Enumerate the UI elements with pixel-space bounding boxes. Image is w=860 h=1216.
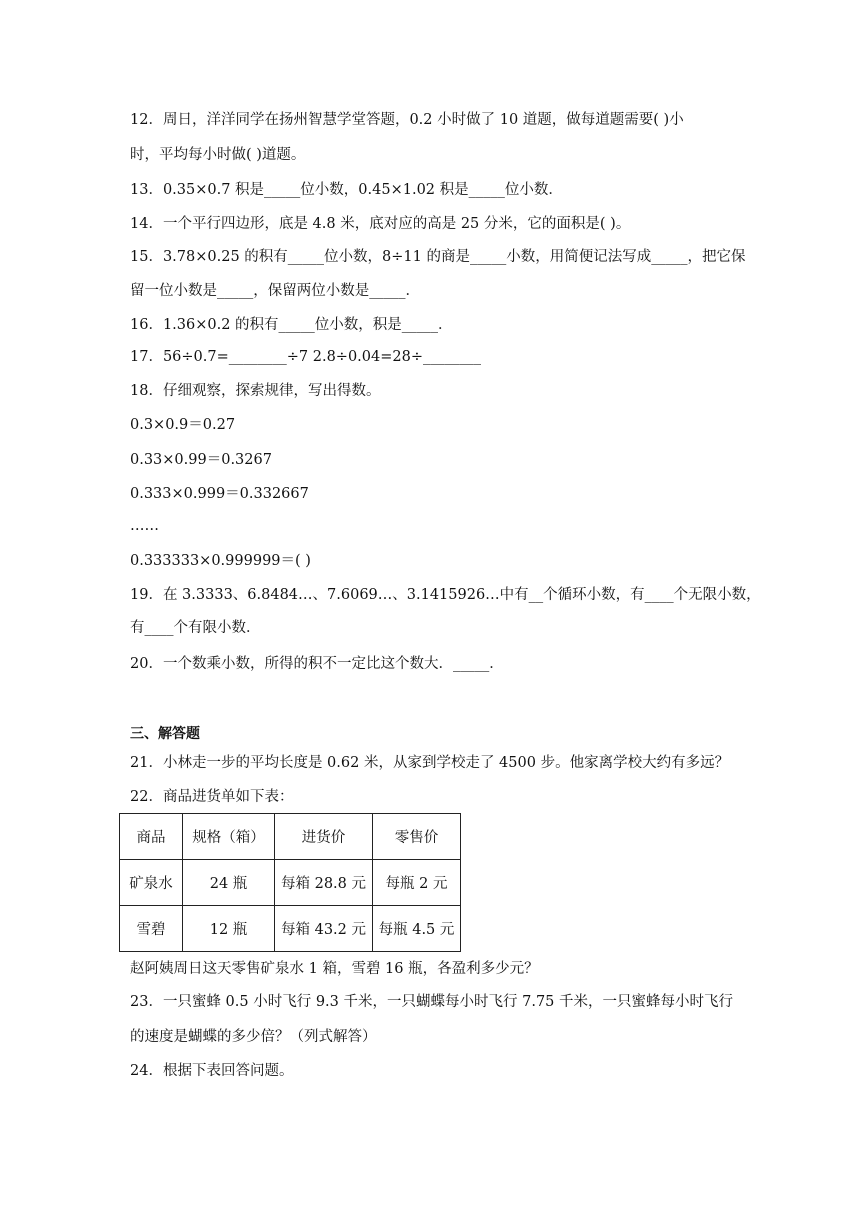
question-18-ellipsis: ……	[130, 518, 159, 534]
table-cell: 每瓶 2 元	[373, 860, 461, 906]
question-18-equation-1: 0.3×0.9＝0.27	[130, 417, 236, 433]
table-row	[120, 906, 461, 952]
question-12-line-1: 12．周日，洋洋同学在扬州智慧学堂答题，0.2 小时做了 10 道题，做每道题需要( )小	[130, 112, 684, 128]
question-14: 14．一个平行四边形，底是 4.8 米，底对应的高是 25 分米，它的面积是( )。	[130, 216, 631, 232]
table-header-cell: 进货价	[275, 814, 373, 860]
table-header-row	[120, 814, 461, 860]
goods-purchase-table	[119, 813, 461, 952]
question-17: 17．56÷0.7=________÷7 2.8÷0.04=28÷________	[130, 349, 481, 365]
question-18-equation-3: 0.333×0.999＝0.332667	[130, 486, 309, 502]
table-cell: 每箱 43.2 元	[275, 906, 373, 952]
table-cell: 12 瓶	[183, 906, 275, 952]
table-cell: 24 瓶	[183, 860, 275, 906]
question-21: 21．小林走一步的平均长度是 0.62 米，从家到学校走了 4500 步。他家离学校大约有多远？	[130, 755, 730, 771]
question-20: 20．一个数乘小数，所得的积不一定比这个数大．_____．	[130, 656, 504, 672]
table-cell: 矿泉水	[120, 860, 183, 906]
question-23-line-1: 23．一只蜜蜂 0.5 小时飞行 9.3 千米，一只蝴蝶每小时飞行 7.75 千米，一只蜜蜂每小时飞行	[130, 994, 734, 1010]
question-22-prompt: 赵阿姨周日这天零售矿泉水 1 箱，雪碧 16 瓶，各盈利多少元？	[130, 961, 539, 977]
question-19-line-2: 有____个有限小数．	[130, 620, 261, 636]
table-header-cell: 商品	[120, 814, 183, 860]
question-12-line-2: 时，平均每小时做( )道题。	[130, 147, 306, 163]
question-23-line-2: 的速度是蝴蝶的多少倍？（列式解答）	[130, 1029, 377, 1045]
question-19-line-1: 19．在 3.3333、6.8484…、7.6069…、3.1415926…中有__个循环小数，有____个无限小数，	[130, 587, 761, 603]
question-22: 22．商品进货单如下表：	[130, 789, 294, 805]
table-row	[120, 860, 461, 906]
question-24: 24．根据下表回答问题。	[130, 1063, 294, 1079]
table-cell: 每瓶 4.5 元	[373, 906, 461, 952]
question-16: 16．1.36×0.2 的积有_____位小数，积是_____．	[130, 317, 453, 333]
question-13: 13．0.35×0.7 积是_____位小数，0.45×1.02 积是_____位小数．	[130, 182, 563, 198]
section-heading: 三、解答题	[130, 726, 200, 742]
question-15-line-1: 15．3.78×0.25 的积有_____位小数，8÷11 的商是_____小数，用简便记法写成_____，把它保	[130, 249, 746, 265]
table-cell: 雪碧	[120, 906, 183, 952]
table-cell: 每箱 28.8 元	[275, 860, 373, 906]
question-18-equation-4: 0.333333×0.999999＝( )	[130, 553, 311, 569]
question-18-equation-2: 0.33×0.99＝0.3267	[130, 452, 272, 468]
question-15-line-2: 留一位小数是_____，保留两位小数是_____．	[130, 283, 420, 299]
table-header-cell: 零售价	[373, 814, 461, 860]
question-18-title: 18．仔细观察，探索规律，写出得数。	[130, 383, 381, 399]
table-header-cell: 规格（箱）	[183, 814, 275, 860]
